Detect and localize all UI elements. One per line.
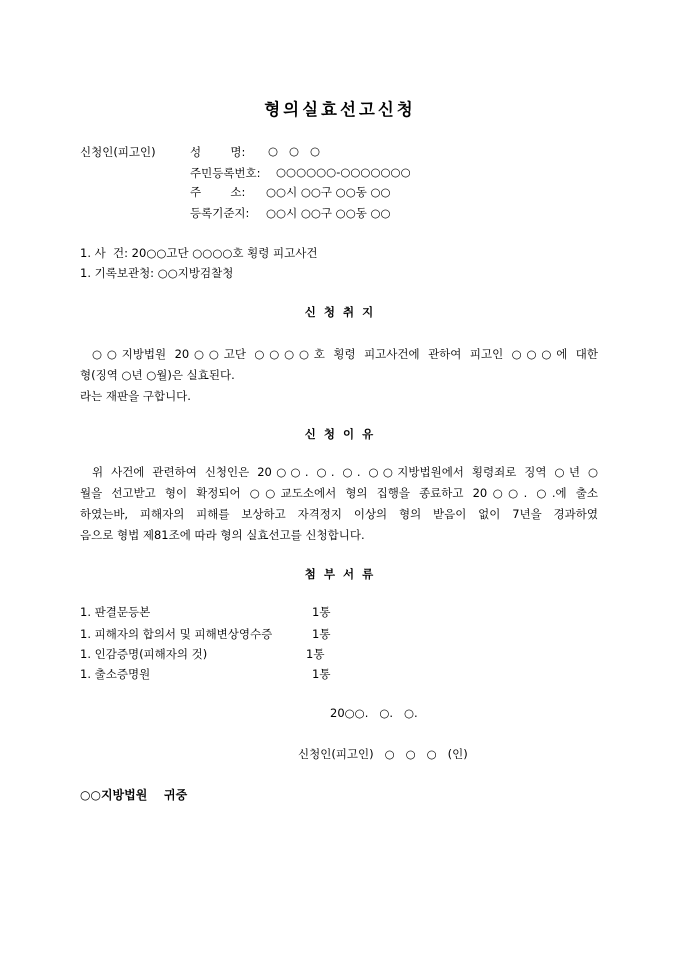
record-office-line: 1. 기록보관청: ○○지방검찰청 <box>80 266 234 280</box>
attachment-item-4: 1. 출소증명원 <box>80 667 151 681</box>
reason-line-3: 하였는바, 피해자의 피해를 보상하고 자격정지 이상의 형의 받음이 없이 7년을 경과하였 <box>80 507 598 521</box>
reason-heading: 신 청 이 유 <box>304 427 376 441</box>
name-value: ○ ○ ○ <box>268 144 321 158</box>
court-addressee: ○○지방법원 귀중 <box>80 788 188 802</box>
case-line: 1. 사 건: 20○○고단 ○○○○호 횡령 피고사건 <box>80 246 318 260</box>
rrn-label: 주민등록번호: <box>190 166 261 180</box>
attachment-item-3: 1. 인감증명(피해자의 것) <box>80 647 208 661</box>
address-label: 주 소: <box>190 185 246 199</box>
name-label: 성 명: <box>190 145 246 159</box>
purpose-line-2: 형(징역 ○년 ○월)은 실효된다. <box>80 368 235 382</box>
attachment-item-2: 1. 피해자의 합의서 및 피해변상영수증 <box>80 627 273 641</box>
reason-line-4: 음으로 형법 제81조에 따라 형의 실효선고를 신청합니다. <box>80 528 365 542</box>
application-date: 20○○. ○. ○. <box>330 706 418 720</box>
rrn-value: ○○○○○○-○○○○○○○ <box>276 165 411 179</box>
reason-line-1: 위 사건에 관련하여 신청인은 20○○. ○. ○. ○○지방법원에서 횡령죄로 징역 ○년 ○ <box>92 465 598 479</box>
attachment-count-2: 1통 <box>312 627 331 641</box>
purpose-line-1: ○○지방법원 20○○고단 ○○○○호 횡령 피고사건에 관하여 피고인 ○○○에 대한 <box>92 347 598 361</box>
purpose-text <box>80 344 598 407</box>
attachments-heading: 첨 부 서 류 <box>304 567 376 581</box>
attachment-count-1: 1통 <box>312 605 331 619</box>
address-value: ○○시 ○○구 ○○동 ○○ <box>266 185 391 199</box>
reason-line-2: 월을 선고받고 형이 확정되어 ○○교도소에서 형의 집행을 종료하고 20○○. ○.에 출소 <box>80 486 598 500</box>
attachment-count-4: 1통 <box>312 667 331 681</box>
attachment-count-3: 1통 <box>306 647 325 661</box>
applicant-role-label: 신청인(피고인) <box>80 145 156 159</box>
purpose-heading: 신 청 취 지 <box>304 305 376 319</box>
domicile-label: 등록기준지: <box>190 206 250 220</box>
attachment-item-1: 1. 판결문등본 <box>80 605 151 619</box>
purpose-line-3: 라는 재판을 구합니다. <box>80 389 191 403</box>
signature-line: 신청인(피고인) ○ ○ ○ (인) <box>298 747 468 761</box>
reason-text <box>80 462 598 546</box>
document-title: 형의실효선고신청 <box>264 100 416 119</box>
domicile-value: ○○시 ○○구 ○○동 ○○ <box>266 206 391 220</box>
